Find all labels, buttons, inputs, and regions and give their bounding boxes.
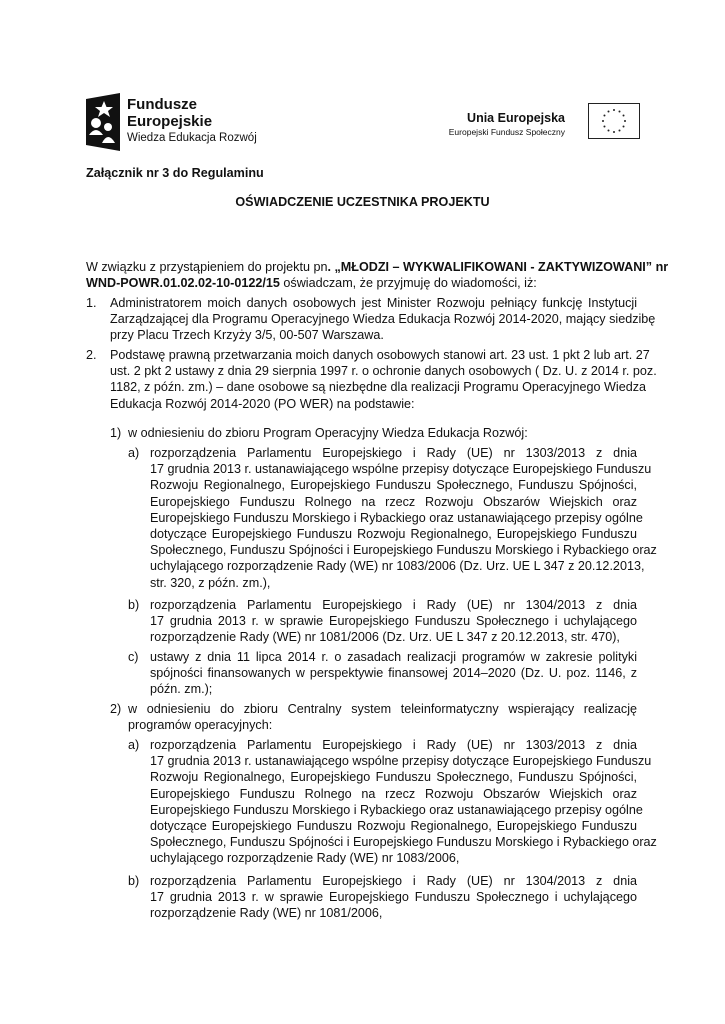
sub-item-1-number: 1) — [110, 426, 122, 440]
attachment-label: Załącznik nr 3 do Regulaminu — [86, 166, 264, 180]
text-line: dotyczące Europejskiego Funduszu Rozwoju Regionalnego, Europejskiego Funduszu — [150, 819, 637, 834]
text-line: rozporządzenia Parlamentu Europejskiego i Rady (UE) nr 1304/2013 z dnia — [150, 874, 637, 888]
text-line: rozporządzenia Parlamentu Europejskiego i Rady (UE) nr 1303/2013 z dnia — [150, 738, 637, 752]
sub-item-1 — [128, 425, 637, 441]
text-line: Edukacja Rozwój 2014-2020 (PO WER) na podstawie: — [110, 396, 415, 411]
text-line: przy Placu Trzech Krzyży 3/5, 00-507 Warszawa. — [110, 328, 384, 343]
sub-item-1-point-b-number: b) — [128, 598, 140, 612]
text-line: programów operacyjnych: — [128, 718, 273, 733]
text-line: Europejskiego Funduszu Rolnego na rzecz Rozwoju Obszarów Wiejskich oraz — [150, 786, 637, 801]
star-icon — [608, 110, 610, 112]
text-line: uchylającego rozporządzenie Rady (WE) nr 1083/2006, — [150, 851, 460, 866]
fe-line1: Fundusze — [127, 96, 197, 113]
sub-item-2 — [128, 701, 637, 733]
sub-item-1-point-a-number: a) — [128, 446, 140, 460]
fe-line2: Europejskie — [127, 113, 213, 130]
text-line: uchylającego rozporządzenie Rady (WE) nr 1083/2006 (Dz. Urz. UE L 347 z 20.12.2013, — [150, 559, 645, 574]
text-line: późn. zm.); — [150, 682, 213, 697]
list-item-1-number: 1. — [86, 296, 97, 310]
sub-item-1-point-c-number: c) — [128, 650, 139, 664]
sub-item-2-point-b-number: b) — [128, 874, 140, 888]
sub-item-2-point-a — [150, 737, 657, 867]
eu-title: Unia Europejska — [467, 111, 565, 125]
project-number: WND-POWR.01.02.02-10-0122/15 — [86, 276, 280, 291]
text-line: rozporządzenia Parlamentu Europejskiego i Rady (UE) nr 1304/2013 z dnia — [150, 598, 637, 612]
text-line: Administratorem moich danych osobowych jest Minister Rozwoju pełniący funkcję Instytucji — [110, 296, 637, 310]
text-line: rozporządzenia Parlamentu Europejskiego i Rady (UE) nr 1303/2013 z dnia — [150, 446, 637, 460]
star-icon — [603, 115, 605, 117]
star-icon — [619, 130, 621, 132]
sub-item-1-point-b — [150, 597, 637, 646]
list-item-2-number: 2. — [86, 348, 97, 362]
text-line: w odniesieniu do zbioru Centralny system teleinformatyczny wspierający realizację — [128, 702, 637, 716]
text-line: Europejskiego Funduszu Morskiego i Rybackiego oraz ustanawiającego przepisy ogólne — [150, 802, 643, 817]
star-icon — [613, 109, 615, 111]
sub-item-1-point-a — [150, 445, 657, 591]
text-line: 17 grudnia 2013 r. w sprawie Europejskiego Funduszu Społecznego i uchylającego — [150, 890, 637, 905]
star-icon — [624, 120, 626, 122]
project-name: . „MŁODZI – WYKWALIFIKOWANI - ZAKTYWIZOWANI” nr — [327, 260, 669, 274]
list-item-1 — [110, 295, 656, 344]
fundusze-europejskie-logo-icon — [86, 93, 122, 151]
fe-line3: Wiedza Edukacja Rozwój — [127, 132, 257, 144]
text-line: dotyczące Europejskiego Funduszu Rozwoju Regionalnego, Europejskiego Funduszu — [150, 527, 637, 542]
eu-subtitle: Europejski Fundusz Społeczny — [448, 127, 565, 137]
text-line: Europejskiego Funduszu Rolnego na rzecz Rozwoju Obszarów Wiejskich oraz — [150, 494, 637, 509]
sub-item-2-point-b — [150, 873, 637, 922]
sub-item-2-number: 2) — [110, 702, 122, 716]
text-line: Podstawę prawną przetwarzania moich danych osobowych stanowi art. 23 ust. 1 pkt 2 lub art. 27 — [110, 348, 650, 362]
text-line: 17 grudnia 2013 r. ustanawiającego wspólne przepisy dotyczące Europejskiego Funduszu — [150, 754, 652, 769]
text-line: 17 grudnia 2013 r. w sprawie Europejskiego Funduszu Społecznego i uchylającego — [150, 614, 637, 629]
star-icon — [608, 130, 610, 132]
text-line: Społecznego, Funduszu Spójności i Europejskiego Funduszu Morskiego i Rybackiego oraz — [150, 835, 657, 850]
text-line: Rozwoju Regionalnego, Europejskiego Funduszu Społecznego, Funduszu Spójności, — [150, 478, 637, 493]
text-line: Społecznego, Funduszu Spójności i Europejskiego Funduszu Morskiego i Rybackiego oraz — [150, 543, 657, 558]
intro-text-end: oświadczam, że przyjmuję do wiadomości, iż: — [279, 276, 537, 291]
star-icon — [623, 115, 625, 117]
text-line: w odniesieniu do zbioru Program Operacyjny Wiedza Edukacja Rozwój: — [128, 426, 528, 440]
text-line: ust. 2 pkt 2 ustawy z dnia 29 sierpnia 1997 r. o ochronie danych osobowych ( Dz. U. z 2014 r. poz. — [110, 364, 657, 379]
text-line: Rozwoju Regionalnego, Europejskiego Funduszu Społecznego, Funduszu Spójności, — [150, 770, 637, 785]
text-line: 1182, z późn. zm.) – dane osobowe są niezbędne dla realizacji Programu Operacyjnego Wiedza — [110, 380, 647, 395]
sub-item-2-point-a-number: a) — [128, 738, 140, 752]
text-line: ustawy z dnia 11 lipca 2014 r. o zasadach realizacji programów w zakresie polityki — [150, 650, 637, 664]
text-line: rozporządzenie Rady (WE) nr 1081/2006, — [150, 906, 383, 921]
text-line: Zarządzającej dla Programu Operacyjnego Wiedza Edukacja Rozwój 2014-2020, mający siedzibę — [110, 312, 656, 327]
fe-logo-text — [127, 96, 257, 147]
eu-flag-icon — [588, 103, 640, 139]
text-line: rozporządzenie Rady (WE) nr 1081/2006 (Dz. Urz. UE L 347 z 20.12.2013, str. 470), — [150, 630, 620, 645]
text-line: 17 grudnia 2013 r. ustanawiającego wspólne przepisy dotyczące Europejskiego Funduszu — [150, 462, 652, 477]
text-line: str. 320, z późn. zm.), — [150, 575, 271, 590]
intro-text: W związku z przystąpieniem do projektu pn — [86, 260, 328, 274]
list-item-2 — [110, 347, 657, 412]
sub-item-1-point-c — [150, 649, 637, 698]
star-icon — [623, 126, 625, 128]
page-title: OŚWIADCZENIE UCZESTNIKA PROJEKTU — [235, 195, 490, 209]
star-icon — [602, 120, 604, 122]
star-icon — [619, 110, 621, 112]
text-line: spójności finansowanych w perspektywie finansowej 2014–2020 (Dz. U. poz. 1146, z — [150, 666, 637, 681]
text-line: Europejskiego Funduszu Morskiego i Rybackiego oraz ustanawiającego przepisy ogólne — [150, 510, 643, 525]
eu-logo-text — [449, 111, 565, 137]
star-icon — [613, 131, 615, 133]
star-icon — [603, 126, 605, 128]
intro-paragraph — [86, 259, 669, 291]
